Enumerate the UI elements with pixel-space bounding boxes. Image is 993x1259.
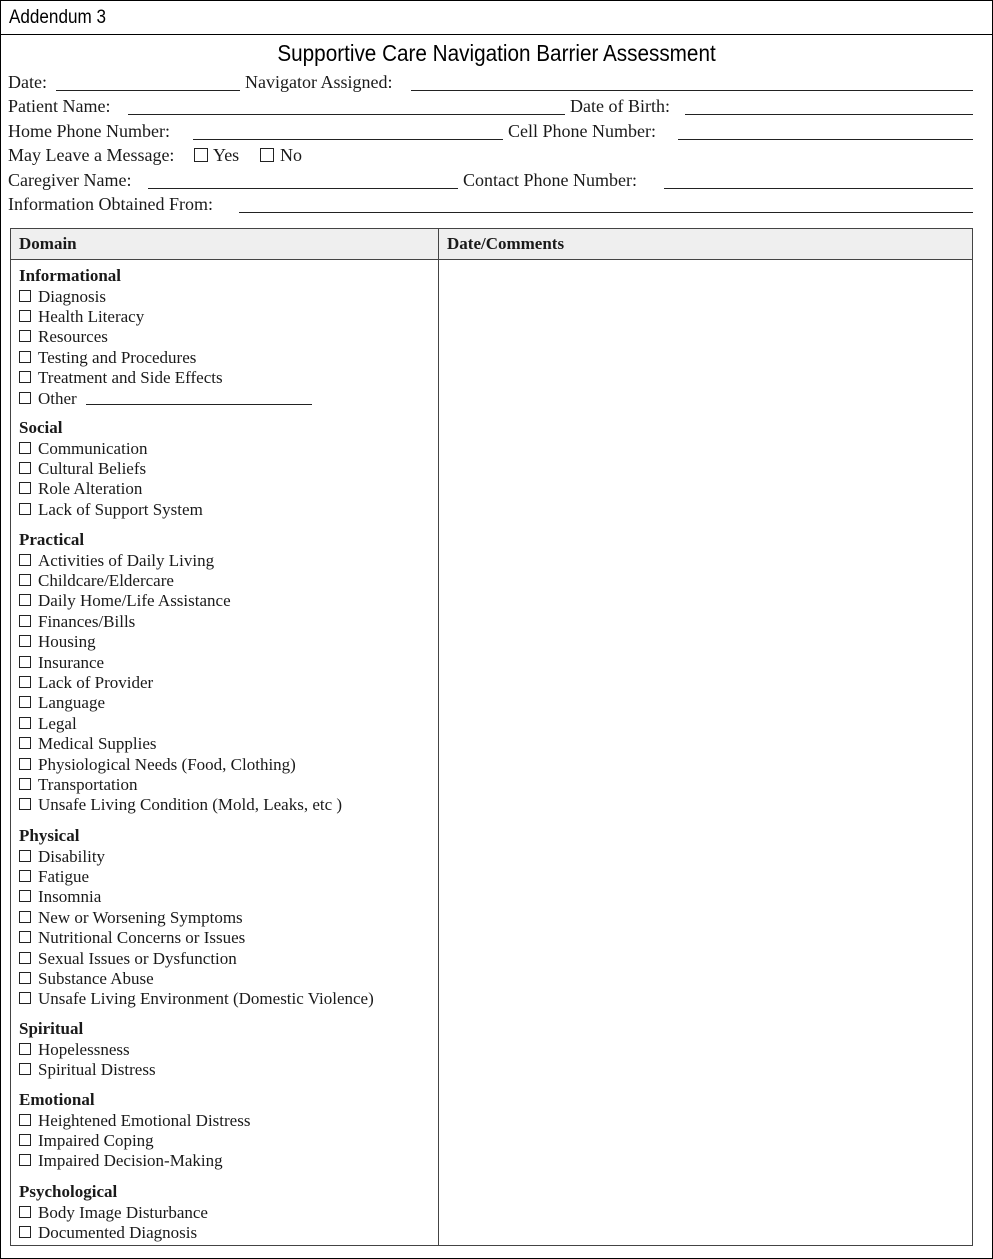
item-label: Impaired Coping <box>38 1131 154 1150</box>
checkbox[interactable] <box>19 758 31 770</box>
checkbox[interactable] <box>19 850 31 862</box>
item-label: Legal <box>38 714 77 733</box>
section-title-psychological: Psychological <box>19 1182 118 1201</box>
item-label: Insomnia <box>38 887 102 906</box>
checkbox[interactable] <box>19 656 31 668</box>
item-label: Communication <box>38 439 148 458</box>
comments-area[interactable] <box>439 260 972 1245</box>
item-label: Impaired Decision-Making <box>38 1151 223 1170</box>
item-label: Hopelessness <box>38 1040 130 1059</box>
caregiver-name-label: Caregiver Name: <box>8 170 132 190</box>
checkbox[interactable] <box>19 737 31 749</box>
cell-phone-label: Cell Phone Number: <box>508 121 656 141</box>
item-label: Other <box>38 389 77 408</box>
item-label: Lack of Provider <box>38 673 154 692</box>
item-label: Insurance <box>38 653 105 672</box>
checkbox[interactable] <box>19 1206 31 1218</box>
section-title-informational: Informational <box>19 266 121 285</box>
item-label: Treatment and Side Effects <box>38 368 223 387</box>
checkbox[interactable] <box>19 1134 31 1146</box>
checkbox[interactable] <box>19 554 31 566</box>
item-label: Documented Diagnosis <box>38 1223 198 1242</box>
checkbox[interactable] <box>19 1043 31 1055</box>
no-label: No <box>280 145 302 165</box>
checkbox[interactable] <box>19 392 31 404</box>
patient-name-label: Patient Name: <box>8 96 111 116</box>
item-label: Substance Abuse <box>38 969 154 988</box>
checkbox[interactable] <box>19 890 31 902</box>
home-phone-label: Home Phone Number: <box>8 121 170 141</box>
checkbox[interactable] <box>19 870 31 882</box>
item-label: Unsafe Living Condition (Mold, Leaks, etc ) <box>38 795 343 814</box>
item-label: Activities of Daily Living <box>38 551 215 570</box>
contact-phone-field[interactable] <box>664 188 973 189</box>
checkbox[interactable] <box>19 778 31 790</box>
info-obtained-label: Information Obtained From: <box>8 194 213 214</box>
checkbox[interactable] <box>19 635 31 647</box>
date-label: Date: <box>8 72 47 92</box>
may-leave-message-label: May Leave a Message: <box>8 145 175 165</box>
section-title-social: Social <box>19 418 63 437</box>
other-field[interactable] <box>86 404 312 405</box>
cell-phone-field[interactable] <box>678 139 973 140</box>
checkbox[interactable] <box>19 1063 31 1075</box>
checkbox[interactable] <box>19 615 31 627</box>
item-label: Health Literacy <box>38 307 145 326</box>
dob-field[interactable] <box>685 114 973 115</box>
item-label: Housing <box>38 632 96 651</box>
checkbox[interactable] <box>19 952 31 964</box>
item-label: Testing and Procedures <box>38 348 197 367</box>
checkbox[interactable] <box>19 798 31 810</box>
checkbox[interactable] <box>19 482 31 494</box>
checkbox[interactable] <box>19 931 31 943</box>
checkbox[interactable] <box>19 972 31 984</box>
checkbox[interactable] <box>19 574 31 586</box>
item-label: Physiological Needs (Food, Clothing) <box>38 755 296 774</box>
date-field[interactable] <box>56 90 240 91</box>
item-label: Body Image Disturbance <box>38 1203 208 1222</box>
item-label: Resources <box>38 327 108 346</box>
patient-name-field[interactable] <box>128 114 565 115</box>
addendum-label: Addendum 3 <box>9 7 106 28</box>
yes-label: Yes <box>213 145 240 165</box>
checkbox[interactable] <box>19 1226 31 1238</box>
checkbox[interactable] <box>19 290 31 302</box>
dob-label: Date of Birth: <box>570 96 670 116</box>
item-label: Childcare/Eldercare <box>38 571 174 590</box>
checkbox[interactable] <box>19 310 31 322</box>
comments-column-header: Date/Comments <box>447 234 565 253</box>
checkbox[interactable] <box>19 992 31 1004</box>
checkbox[interactable] <box>19 594 31 606</box>
home-phone-field[interactable] <box>193 139 503 140</box>
item-label: Disability <box>38 847 106 866</box>
checkbox[interactable] <box>19 911 31 923</box>
checkbox[interactable] <box>19 351 31 363</box>
item-label: New or Worsening Symptoms <box>38 908 243 927</box>
domain-column-header: Domain <box>19 234 77 253</box>
navigator-field[interactable] <box>411 90 973 91</box>
section-title-practical: Practical <box>19 530 85 549</box>
checkbox[interactable] <box>19 330 31 342</box>
section-title-emotional: Emotional <box>19 1090 95 1109</box>
checkbox[interactable] <box>19 1114 31 1126</box>
checkbox[interactable] <box>19 503 31 515</box>
item-label: Heightened Emotional Distress <box>38 1111 251 1130</box>
item-label: Spiritual Distress <box>38 1060 156 1079</box>
item-label: Lack of Support System <box>38 500 203 519</box>
item-label: Daily Home/Life Assistance <box>38 591 231 610</box>
item-label: Fatigue <box>38 867 89 886</box>
item-label: Language <box>38 693 106 712</box>
checkbox[interactable] <box>19 717 31 729</box>
item-label: Sexual Issues or Dysfunction <box>38 949 237 968</box>
contact-phone-label: Contact Phone Number: <box>463 170 637 190</box>
addendum-header <box>1 1 992 35</box>
item-label: Diagnosis <box>38 287 106 306</box>
no-checkbox[interactable] <box>260 148 274 162</box>
caregiver-name-field[interactable] <box>148 188 458 189</box>
section-title-physical: Physical <box>19 826 80 845</box>
checkbox[interactable] <box>19 371 31 383</box>
checkbox[interactable] <box>19 462 31 474</box>
item-label: Nutritional Concerns or Issues <box>38 928 246 947</box>
item-label: Finances/Bills <box>38 612 136 631</box>
item-label: Cultural Beliefs <box>38 459 147 478</box>
yes-checkbox[interactable] <box>194 148 208 162</box>
form-title: Supportive Care Navigation Barrier Assessment <box>277 40 716 66</box>
item-label: Unsafe Living Environment (Domestic Violence) <box>38 989 374 1008</box>
table-header <box>11 229 972 260</box>
checkbox[interactable] <box>19 442 31 454</box>
checkbox[interactable] <box>19 1154 31 1166</box>
checkbox[interactable] <box>19 676 31 688</box>
barrier-table <box>10 228 973 1246</box>
item-label: Role Alteration <box>38 479 143 498</box>
info-obtained-field[interactable] <box>239 212 973 213</box>
navigator-label: Navigator Assigned: <box>245 72 393 92</box>
checkbox[interactable] <box>19 696 31 708</box>
item-label: Transportation <box>38 775 138 794</box>
section-title-spiritual: Spiritual <box>19 1019 84 1038</box>
item-label: Medical Supplies <box>38 734 157 753</box>
